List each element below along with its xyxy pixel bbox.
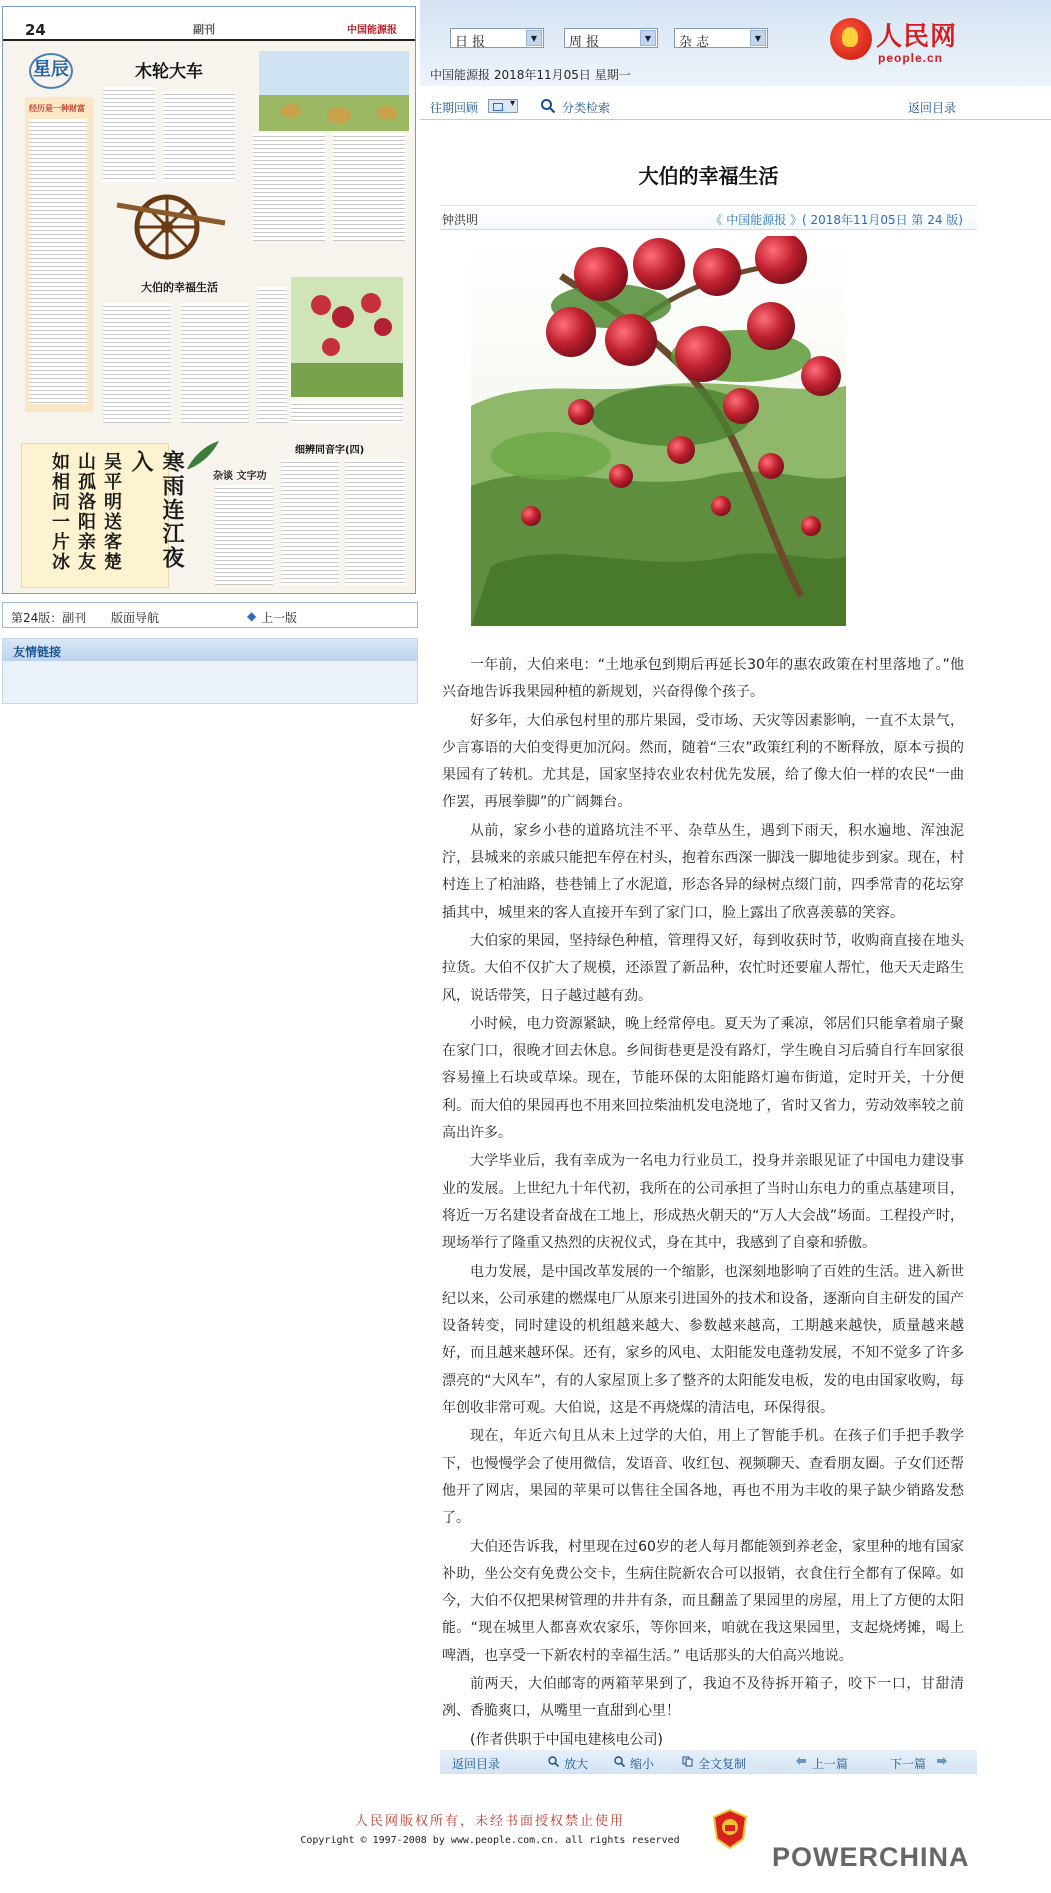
- article-paragraph: 前两天，大伯邮寄的两箱苹果到了，我迫不及待拆开箱子，咬下一口，甘甜清冽、香脆爽口，从嘴里一直甜到心里！: [442, 1675, 964, 1720]
- thumb-side-article[interactable]: [25, 97, 93, 412]
- article-meta: [440, 205, 977, 230]
- powerchina-logo: POWERCHINA: [772, 1842, 970, 1872]
- daily-select[interactable]: [450, 28, 544, 48]
- magazine-select[interactable]: [674, 28, 768, 48]
- article-source[interactable]: 《 中国能源报 》( 2018年11月05日 第 24 版): [710, 213, 963, 227]
- zoom-out-icon[interactable]: [614, 1755, 629, 1769]
- thumb-text-block: [181, 303, 249, 423]
- search-icon[interactable]: [540, 98, 556, 114]
- article-body: [442, 652, 964, 1755]
- article-paragraph: 好多年，大伯承包村里的那片果园，受市场、天灾等因素影响，一直不太景气，少言寡语的大伯变得更加沉闷。然而，随着“三农”政策红利的不断释放，原本亏损的果园有了转机。尤其是，国家坚持农业农村优先发展，给了像大伯一样的农民“一曲作罢，再展拳脚”的广阔舞台。: [442, 712, 964, 811]
- thumb-field-photo: [259, 51, 409, 131]
- issue-toolbar: [420, 92, 1051, 120]
- people-logo-icon: [830, 18, 872, 60]
- article-toolbar: [440, 1750, 977, 1774]
- thumb-title-homophones[interactable]: 细辨同音字(四): [295, 445, 365, 456]
- next-article-icon[interactable]: [936, 1755, 951, 1769]
- copy-icon[interactable]: [682, 1755, 697, 1769]
- thumb-brand: 中国能源报: [347, 25, 397, 36]
- thumb-title-wheel-cart[interactable]: 木轮大车: [135, 62, 203, 82]
- prev-article-icon[interactable]: [796, 1755, 811, 1769]
- thumb-quill-label: 杂谈 文字功: [213, 471, 267, 482]
- weekly-select[interactable]: [564, 28, 658, 48]
- article-paragraph: 大伯还告诉我，村里现在过60岁的老人每月都能领到养老金，家里种的地有国家补助，坐公交有免费公交卡，生病住院新农合可以报销，衣食住行全都有了保障。如今，大伯不仅把果树管理的井井有条，而且翻盖了果园里的房屋，用上了方便的太阳能。“现在城里人都喜欢农家乐，等你回来，咱就在我这果园里，支起烧烤摊，喝上啤酒，也享受一下新农村的幸福生活。” 电话那头的大伯高兴地说。: [442, 1538, 964, 1664]
- article-paragraph: 小时候，电力资源紧缺，晚上经常停电。夏天为了乘凉，邻居们只能拿着扇子聚在家门口，很晚才回去休息。乡间街巷更是没有路灯，学生晚自习后骑自行车回家很容易撞上石块或草垛。现在，节能环保的太阳能路灯遍布街道，定时开关，十分便利。而大伯的果园再也不用来回拉柴油机发电浇地了，省时又省力，劳动效率较之前高出许多。: [442, 1015, 964, 1142]
- calendar-icon[interactable]: [488, 99, 518, 113]
- past-issues-link[interactable]: 往期回顾: [430, 101, 479, 115]
- newspaper-page-thumbnail[interactable]: [2, 6, 416, 594]
- thumb-text-block: [103, 87, 155, 182]
- zoom-in-button[interactable]: 放大: [564, 1757, 589, 1771]
- author-note: (作者供职于中国电建核电公司): [470, 1731, 663, 1748]
- chevron-down-icon: ▼: [640, 30, 656, 46]
- apple-orchard-photo: [471, 236, 846, 626]
- thumb-text-block: [103, 303, 171, 423]
- daily-select-value: 日 报: [455, 35, 486, 50]
- prev-article-button[interactable]: 上一篇: [812, 1757, 849, 1771]
- logo-name: 人民网: [876, 22, 958, 52]
- next-article-button[interactable]: 下一篇: [890, 1757, 927, 1771]
- thumb-text-block: [215, 485, 273, 585]
- friend-links-title: 友情链接: [3, 639, 417, 661]
- friend-links-panel: [2, 638, 418, 704]
- article-paragraph: 大学毕业后，我有幸成为一名电力行业员工，投身并亲眼见证了中国电力建设事业的发展。上世纪九十年代初，我所在的公司承担了当时山东电力的重点基建项目，将近一万名建设者奋战在工地上，形成热火朝天的“万人大会战”场面。工程投产时，现场举行了隆重又热烈的庆祝仪式，身在其中，我感到了自豪和骄傲。: [442, 1153, 964, 1252]
- thumb-title-article[interactable]: 大伯的幸福生活: [141, 281, 218, 294]
- back-to-index-button[interactable]: 返回目录: [452, 1757, 501, 1771]
- page-nav-link[interactable]: 版面导航: [111, 611, 160, 625]
- thumb-text-block: [253, 133, 325, 241]
- prev-page-link[interactable]: 上一版: [261, 611, 298, 625]
- thumbnail-header: [3, 7, 415, 41]
- thumb-cart-illustration: [107, 183, 227, 263]
- thumb-text-block: [291, 401, 403, 423]
- chevron-down-icon: ▼: [526, 30, 542, 46]
- copy-full-text-button[interactable]: 全文复制: [698, 1757, 747, 1771]
- thumb-calligraphy: 寒雨连江夜入 吴平明送客楚 山孤洛阳亲友 如相问一片冰: [21, 443, 169, 588]
- thumb-side-title: 经历是一种财富: [29, 104, 85, 113]
- page-nav-bar: [2, 602, 418, 628]
- thumb-text-block: [257, 287, 287, 423]
- article-paragraph: 电力发展，是中国改革发展的一个缩影，也深刻地影响了百姓的生活。进入新世纪以来，公司承建的燃煤电厂从原来引进国外的技术和设备，逐渐向自主研发的国产设备转变，同时建设的机组越来越大、参数越来越高，工期越来越快，质量越来越好，而且越来越环保。还有，家乡的风电、太阳能发电蓬勃发展，不知不觉多了许多漂亮的“大风车”，有的人家屋顶上多了整齐的太阳能发电板，发的电由国家收购，每年创收非常可观。大伯说，这是不再烧煤的清洁电，环保得很。: [442, 1263, 964, 1417]
- thumb-page-number: 24: [25, 21, 46, 39]
- copyright-cn: 人民网版权所有，未经书面授权禁止使用: [354, 1814, 625, 1829]
- article-paragraph: 现在，年近六旬且从未上过学的大伯，用上了智能手机。在孩子们手把手教学下，也慢慢学会了使用微信，发语音、收红包、视频聊天、查看朋友圈。子女们还帮他开了网店，果园的苹果可以售往全国各地，再也不用为丰收的果子缺少销路发愁了。: [442, 1428, 964, 1527]
- magazine-select-value: 杂 志: [679, 35, 710, 50]
- thumb-section: 副刊: [193, 23, 215, 36]
- chevron-down-icon: ▼: [750, 30, 766, 46]
- page-label: 第24版：副刊: [11, 611, 87, 625]
- paper-date-line: 中国能源报 2018年11月05日 星期一: [430, 68, 631, 82]
- thumb-apple-photo: [291, 277, 403, 397]
- copyright-en: Copyright © 1997-2008 by www.people.com.cn. all rights reserved: [300, 1835, 680, 1846]
- people-cn-logo[interactable]: [830, 14, 970, 70]
- article-title: 大伯的幸福生活: [638, 164, 779, 188]
- article-paragraph: 一年前，大伯来电：“土地承包到期后再延长30年的惠农政策在村里落地了。”他兴奋地告诉我果园种植的新规划，兴奋得像个孩子。: [442, 657, 964, 701]
- back-to-index-link[interactable]: 返回目录: [908, 101, 957, 115]
- logo-domain: people.cn: [878, 51, 944, 65]
- article-paragraph: 大伯家的果园，坚持绿色种植，管理得又好，每到收获时节，收购商直接在地头拉货。大伯不仅扩大了规模，还添置了新品种，农忙时还要雇人帮忙，他天天走路生风，说话带笑，日子越过越有劲。: [442, 932, 964, 1004]
- thumb-column-logo: 星辰: [29, 53, 73, 89]
- police-emblem-icon[interactable]: [713, 1809, 747, 1849]
- category-search-link[interactable]: 分类检索: [562, 101, 611, 115]
- thumb-text-block: [29, 119, 87, 404]
- article-paragraph: 从前，家乡小巷的道路坑洼不平、杂草丛生，遇到下雨天，积水遍地、浑浊泥泞，县城来的亲戚只能把车停在村头，抱着东西深一脚浅一脚地徒步到家。现在，村村连上了柏油路，巷巷铺上了水泥道，形态各异的绿树点缀门前，四季常青的花坛穿插其中，城里来的客人直接开车到了家门口，脸上露出了欣喜羡慕的笑容。: [442, 822, 964, 921]
- site-header: [420, 0, 1051, 86]
- zoom-in-icon[interactable]: [548, 1755, 563, 1769]
- weekly-select-value: 周 报: [569, 35, 600, 50]
- zoom-out-button[interactable]: 缩小: [630, 1757, 655, 1771]
- left-column: [0, 0, 422, 720]
- thumb-text-block: [333, 133, 405, 241]
- thumb-text-block: [345, 459, 405, 585]
- prev-page-arrow-icon[interactable]: ◆: [247, 609, 257, 623]
- thumb-text-block: [163, 91, 235, 181]
- thumb-text-block: [281, 459, 339, 585]
- article-author: 钟洪明: [442, 213, 479, 227]
